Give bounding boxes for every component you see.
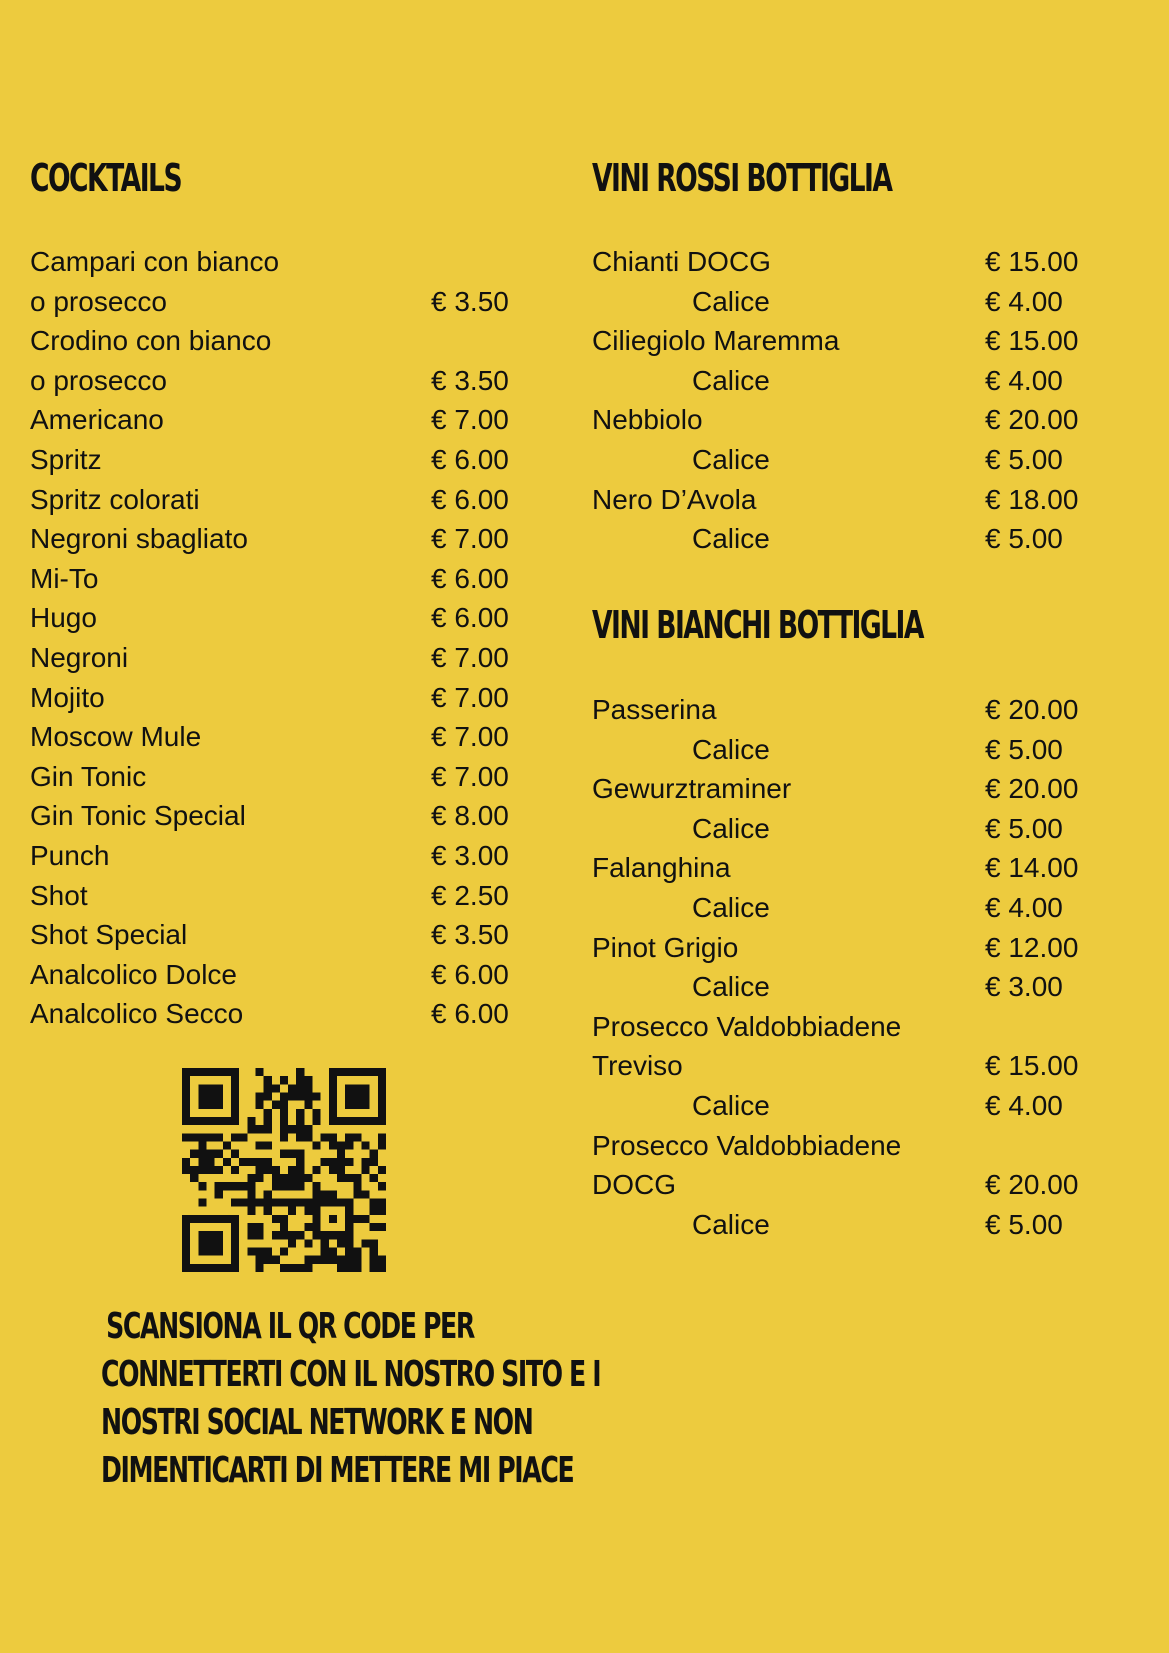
qr-code-icon[interactable] <box>182 1068 386 1272</box>
menu-item <box>592 730 1112 770</box>
item-name: Americano <box>30 404 164 436</box>
item-price: € 7.00 <box>431 721 509 753</box>
menu-item <box>30 242 530 282</box>
item-name: Analcolico Secco <box>30 998 244 1030</box>
item-name: DOCG <box>592 1169 676 1201</box>
item-name: Calice <box>692 364 770 396</box>
item-price: € 3.00 <box>431 839 509 871</box>
menu-item <box>30 638 530 678</box>
item-name: Shot <box>30 879 88 911</box>
menu-item <box>592 848 1112 888</box>
menu-item <box>30 361 530 401</box>
qr-caption-line: NOSTRI SOCIAL NETWORK E NON <box>101 1402 533 1443</box>
item-price: € 5.00 <box>985 733 1063 765</box>
menu-item <box>592 1205 1112 1245</box>
menu-item <box>592 1086 1112 1126</box>
item-price: € 18.00 <box>985 483 1079 515</box>
vini-rossi-list <box>592 242 1112 559</box>
item-price: € 5.00 <box>985 443 1063 475</box>
item-price: € 20.00 <box>985 773 1079 805</box>
item-price: € 5.00 <box>985 812 1063 844</box>
menu-item <box>30 400 530 440</box>
menu-item <box>592 967 1112 1007</box>
item-price: € 5.00 <box>985 1208 1063 1240</box>
item-name: Shot Special <box>30 919 188 951</box>
item-name: Negroni <box>30 641 129 673</box>
item-name: Calice <box>692 812 770 844</box>
item-price: € 3.50 <box>431 285 509 317</box>
item-name: Prosecco Valdobbiadene <box>592 1010 902 1042</box>
item-price: € 7.00 <box>431 681 509 713</box>
item-price: € 15.00 <box>985 325 1079 357</box>
item-price: € 20.00 <box>985 1169 1079 1201</box>
item-name: Moscow Mule <box>30 721 202 753</box>
item-name: o prosecco <box>30 285 167 317</box>
menu-item <box>592 519 1112 559</box>
item-price: € 4.00 <box>985 1089 1063 1121</box>
menu-item <box>592 1126 1112 1166</box>
menu-item <box>592 1046 1112 1086</box>
item-name: Falanghina <box>592 852 731 884</box>
item-price: € 6.00 <box>431 483 509 515</box>
item-price: € 14.00 <box>985 852 1079 884</box>
menu-item <box>30 757 530 797</box>
menu-item <box>592 769 1112 809</box>
menu-item <box>30 598 530 638</box>
item-name: Prosecco Valdobbiadene <box>592 1129 902 1161</box>
item-price: € 6.00 <box>431 602 509 634</box>
item-name: Calice <box>692 1089 770 1121</box>
menu-item <box>592 321 1112 361</box>
menu-item <box>30 955 530 995</box>
item-name: Gewurztraminer <box>592 773 792 805</box>
menu-item <box>30 796 530 836</box>
item-price: € 6.00 <box>431 998 509 1030</box>
qr-caption-line: DIMENTICARTI DI METTERE MI PIACE <box>101 1450 574 1491</box>
item-price: € 3.50 <box>431 364 509 396</box>
qr-caption-line: CONNETTERTI CON IL NOSTRO SITO E I <box>101 1354 601 1395</box>
menu-item <box>30 678 530 718</box>
item-price: € 15.00 <box>985 1050 1079 1082</box>
item-name: Mi-To <box>30 562 99 594</box>
menu-item <box>592 242 1112 282</box>
item-name: Campari con bianco <box>30 246 280 277</box>
item-name: Analcolico Dolce <box>30 958 237 990</box>
item-price: € 4.00 <box>985 285 1063 317</box>
item-name: Spritz <box>30 443 102 475</box>
menu-item <box>30 836 530 876</box>
item-price: € 2.50 <box>431 879 509 911</box>
menu-item <box>592 809 1112 849</box>
cocktails-heading: COCKTAILS <box>30 156 182 200</box>
item-name: Gin Tonic Special <box>30 800 246 832</box>
item-price: € 7.00 <box>431 523 509 555</box>
menu-item <box>30 559 530 599</box>
item-name: Passerina <box>592 694 717 725</box>
menu-item <box>30 876 530 916</box>
menu-item <box>30 321 530 361</box>
menu-item <box>592 361 1112 401</box>
item-name: Spritz colorati <box>30 483 200 515</box>
vini-rossi-heading: VINI ROSSI BOTTIGLIA <box>592 156 892 200</box>
item-price: € 3.50 <box>431 919 509 951</box>
item-name: Calice <box>692 443 770 475</box>
menu-item <box>592 1165 1112 1205</box>
vini-bianchi-heading: VINI BIANCHI BOTTIGLIA <box>592 603 923 647</box>
item-name: Ciliegiolo Maremma <box>592 325 840 357</box>
item-name: Negroni sbagliato <box>30 523 248 555</box>
vini-bianchi-list <box>592 690 1112 1244</box>
menu-item <box>30 480 530 520</box>
item-price: € 15.00 <box>985 246 1079 277</box>
item-price: € 4.00 <box>985 364 1063 396</box>
item-price: € 12.00 <box>985 931 1079 963</box>
item-price: € 5.00 <box>985 523 1063 555</box>
item-name: Calice <box>692 891 770 923</box>
item-price: € 6.00 <box>431 443 509 475</box>
item-price: € 7.00 <box>431 404 509 436</box>
menu-item <box>30 440 530 480</box>
item-price: € 8.00 <box>431 800 509 832</box>
item-name: Hugo <box>30 602 97 634</box>
menu-item <box>30 282 530 322</box>
item-name: Nero D’Avola <box>592 483 757 515</box>
item-name: Calice <box>692 971 770 1003</box>
item-price: € 6.00 <box>431 958 509 990</box>
menu-item <box>592 400 1112 440</box>
item-price: € 7.00 <box>431 641 509 673</box>
item-price: € 20.00 <box>985 404 1079 436</box>
menu-item <box>30 915 530 955</box>
menu-item <box>592 928 1112 968</box>
menu-item <box>30 717 530 757</box>
menu-item <box>592 282 1112 322</box>
menu-item <box>592 888 1112 928</box>
item-name: o prosecco <box>30 364 167 396</box>
item-price: € 7.00 <box>431 760 509 792</box>
qr-caption <box>20 1303 601 1495</box>
item-name: Treviso <box>592 1050 683 1082</box>
item-name: Mojito <box>30 681 105 713</box>
menu-item <box>30 994 530 1034</box>
menu-item <box>592 1007 1112 1047</box>
item-price: € 20.00 <box>985 694 1079 725</box>
item-price: € 3.00 <box>985 971 1063 1003</box>
menu-item <box>30 519 530 559</box>
item-name: Nebbiolo <box>592 404 703 436</box>
item-name: Calice <box>692 285 770 317</box>
item-name: Pinot Grigio <box>592 931 739 963</box>
item-name: Calice <box>692 523 770 555</box>
item-name: Calice <box>692 1208 770 1240</box>
item-price: € 4.00 <box>985 891 1063 923</box>
qr-caption-line: SCANSIONA IL QR CODE PER <box>106 1306 474 1347</box>
item-name: Gin Tonic <box>30 760 147 792</box>
menu-item <box>592 440 1112 480</box>
menu-item <box>592 480 1112 520</box>
menu-item <box>592 690 1112 730</box>
item-name: Crodino con bianco <box>30 325 272 357</box>
item-name: Punch <box>30 839 110 871</box>
cocktails-list <box>30 242 530 1034</box>
item-price: € 6.00 <box>431 562 509 594</box>
item-name: Chianti DOCG <box>592 246 771 277</box>
item-name: Calice <box>692 733 770 765</box>
